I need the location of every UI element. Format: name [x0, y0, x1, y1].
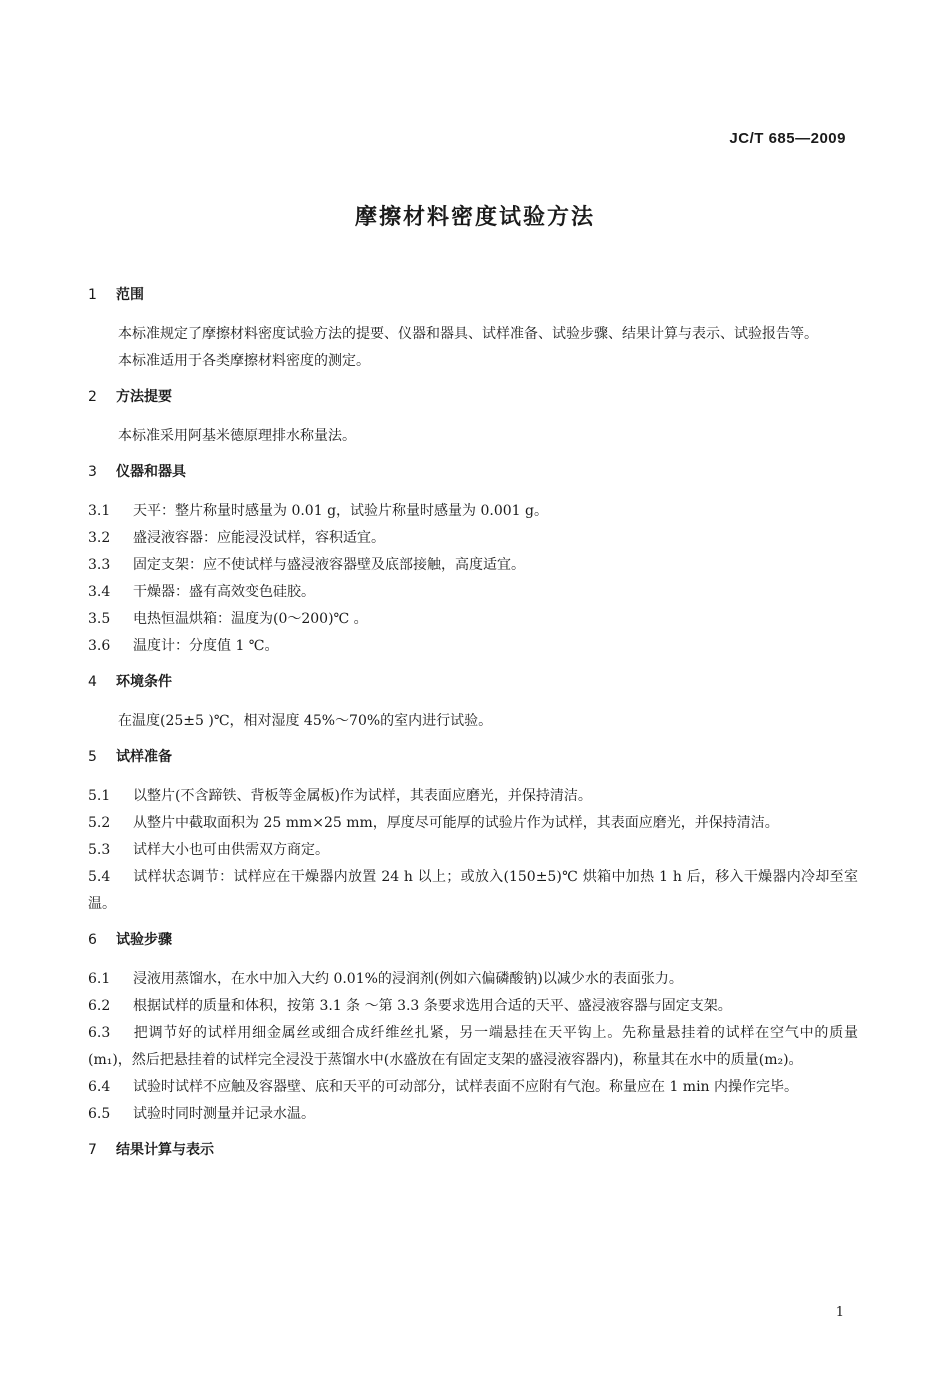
clause-number: 3.1 [88, 503, 111, 519]
clause-number: 5.2 [88, 815, 111, 831]
section-heading: 环境条件 [116, 674, 172, 690]
clause-text: 天平：整片称量时感量为 0.01 g，试验片称量时感量为 0.001 g。 [133, 503, 548, 519]
section-5 [88, 745, 858, 918]
paragraph: 在温度(25±5 )℃，相对湿度 45%～70%的室内进行试验。 [118, 713, 493, 729]
section-number: 1 [88, 287, 97, 303]
section-7 [88, 1138, 858, 1162]
clause-text: 温度计：分度值 1 ℃。 [133, 638, 279, 654]
section-number: 7 [88, 1142, 97, 1158]
section-heading: 结果计算与表示 [116, 1142, 214, 1158]
clause [88, 810, 858, 837]
clause-text: 盛浸液容器：应能浸没试样，容积适宜。 [133, 530, 385, 546]
clause-number: 3.3 [88, 557, 111, 573]
section-3 [88, 460, 858, 660]
clause-text: 干燥器：盛有高效变色硅胶。 [133, 584, 315, 600]
clause [88, 1020, 858, 1074]
section-1 [88, 283, 858, 375]
clause-text: 试验时试样不应触及容器壁、底和天平的可动部分，试样表面不应附有气泡。称量应在 1 min 内操作完毕。 [133, 1079, 799, 1095]
clause [88, 1101, 858, 1128]
clause-text: 以整片(不含蹄铁、背板等金属板)作为试样，其表面应磨光，并保持清洁。 [133, 788, 592, 804]
clause-text: 电热恒温烘箱：温度为(0～200)℃ 。 [133, 611, 368, 627]
clause-number: 3.4 [88, 584, 111, 600]
clause-number: 3.5 [88, 611, 111, 627]
clause [88, 837, 858, 864]
clause-text: 试样状态调节：试样应在干燥器内放置 24 h 以上；或放入(150±5)℃ 烘箱中加热 1 h 后，移入干燥器内冷却至室温。 [88, 869, 858, 912]
section-heading: 试验步骤 [116, 932, 172, 948]
clause-number: 3.2 [88, 530, 111, 546]
clause [88, 498, 858, 525]
clause [88, 552, 858, 579]
section-number: 5 [88, 749, 97, 765]
document-title: 摩擦材料密度试验方法 [354, 205, 595, 230]
standard-code: JC/T 685—2009 [729, 130, 846, 147]
clause-number: 6.2 [88, 998, 111, 1014]
paragraph: 本标准采用阿基米德原理排水称量法。 [118, 428, 356, 444]
section-heading: 方法提要 [116, 389, 172, 405]
clause-text: 把调节好的试样用细金属丝或细合成纤维丝扎紧，另一端悬挂在天平钩上。先称量悬挂着的试样在空气中的质量(m₁)，然后把悬挂着的试样完全浸没于蒸馏水中(水盛放在有固定支架的盛浸液容器内)，称量其在水中的质量(m₂)。 [88, 1025, 858, 1068]
section-2 [88, 385, 858, 450]
clause-text: 从整片中截取面积为 25 mm×25 mm，厚度尽可能厚的试验片作为试样，其表面应磨光，并保持清洁。 [133, 815, 779, 831]
paragraph: 本标准适用于各类摩擦材料密度的测定。 [118, 353, 370, 369]
clause [88, 579, 858, 606]
clause [88, 966, 858, 993]
section-number: 2 [88, 389, 97, 405]
clause-number: 3.6 [88, 638, 111, 654]
clause [88, 864, 858, 918]
clause-number: 5.3 [88, 842, 111, 858]
section-number: 6 [88, 932, 97, 948]
clause-text: 试样大小也可由供需双方商定。 [133, 842, 329, 858]
clause-text: 根据试样的质量和体积，按第 3.1 条 ～第 3.3 条要求选用合适的天平、盛浸液容器与固定支架。 [133, 998, 732, 1014]
clause [88, 525, 858, 552]
clause [88, 606, 858, 633]
section-heading: 试样准备 [116, 749, 172, 765]
section-heading: 仪器和器具 [116, 464, 186, 480]
document-body [88, 283, 858, 1162]
clause-number: 5.4 [88, 869, 111, 885]
paragraph: 本标准规定了摩擦材料密度试验方法的提要、仪器和器具、试样准备、试验步骤、结果计算与表示、试验报告等。 [118, 326, 818, 342]
clause-number: 6.1 [88, 971, 111, 987]
page-number: 1 [835, 1305, 844, 1320]
clause-text: 固定支架：应不使试样与盛浸液容器壁及底部接触，高度适宜。 [133, 557, 525, 573]
clause-number: 6.3 [88, 1025, 111, 1041]
clause-text: 试验时同时测量并记录水温。 [133, 1106, 315, 1122]
clause-number: 6.5 [88, 1106, 111, 1122]
section-number: 4 [88, 674, 97, 690]
clause [88, 633, 858, 660]
clause-number: 6.4 [88, 1079, 111, 1095]
clause [88, 783, 858, 810]
section-6 [88, 928, 858, 1128]
section-4 [88, 670, 858, 735]
section-heading: 范围 [116, 287, 144, 303]
clause [88, 993, 858, 1020]
clause-number: 5.1 [88, 788, 111, 804]
clause-text: 浸液用蒸馏水，在水中加入大约 0.01%的浸润剂(例如六偏磷酸钠)以减少水的表面张力。 [133, 971, 683, 987]
section-number: 3 [88, 464, 97, 480]
clause [88, 1074, 858, 1101]
